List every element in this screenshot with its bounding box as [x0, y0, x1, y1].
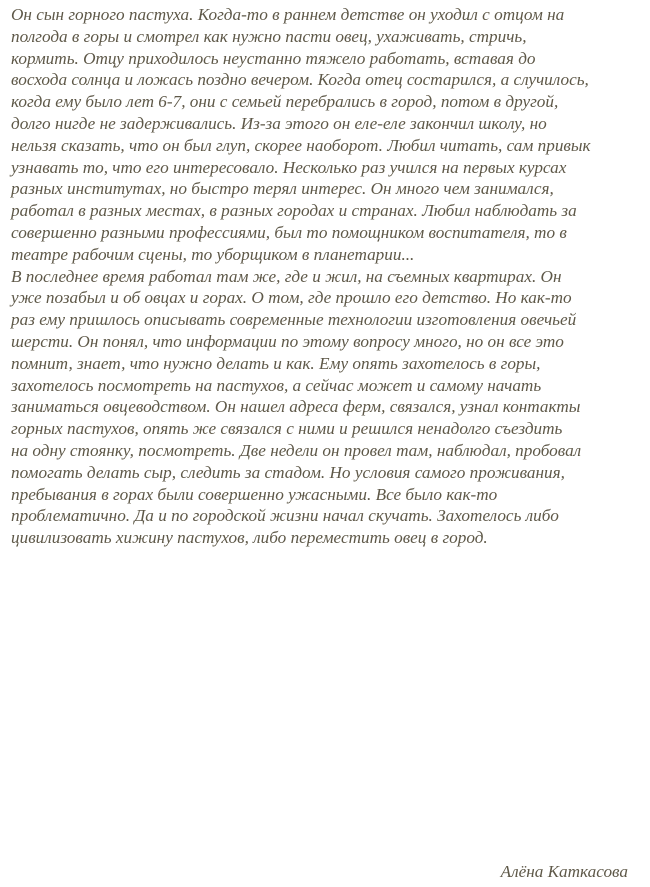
story-paragraph-1	[11, 4, 636, 266]
text-line: совершенно разными профессиями, был то помощником воспитателя, то в	[11, 222, 567, 242]
text-line: горных пастухов, опять же связался с ними и решился ненадолго съездить	[11, 419, 563, 439]
text-line: захотелось посмотреть на пастухов, а сейчас может и самому начать	[11, 375, 542, 395]
text-line: раз ему пришлось описывать современные технологии изготовления овечьей	[11, 310, 577, 330]
text-line: нельзя сказать, что он был глуп, скорее наоборот. Любил читать, сам привык	[11, 135, 591, 155]
text-line: цивилизовать хижину пастухов, либо переместить овец в город.	[11, 528, 488, 548]
text-line: заниматься овцеводством. Он нашел адреса ферм, связался, узнал контакты	[11, 397, 581, 417]
text-line: пребывания в горах были совершенно ужасными. Все было как-то	[11, 484, 498, 504]
text-line: шерсти. Он понял, что информации по этому вопросу много, но он все это	[11, 331, 564, 351]
text-line: театре рабочим сцены, то уборщиком в планетарии...	[11, 244, 415, 264]
author-signature: Алёна Каткасова	[500, 862, 628, 881]
text-line: на одну стоянку, посмотреть. Две недели он провел там, наблюдал, пробовал	[11, 440, 582, 460]
text-line: когда ему было лет 6-7, они с семьей перебрались в город, потом в другой,	[11, 92, 559, 112]
text-line: полгода в горы и смотрел как нужно пасти овец, ухаживать, стричь,	[11, 26, 527, 46]
text-line: узнавать то, что его интересовало. Несколько раз учился на первых курсах	[11, 157, 567, 177]
text-line: помогать делать сыр, следить за стадом. Но условия самого проживания,	[11, 462, 565, 482]
text-line: Он сын горного пастуха. Когда-то в раннем детстве он уходил с отцом на	[11, 5, 565, 24]
text-line: восхода солнца и ложась поздно вечером. Когда отец состарился, а случилось,	[11, 70, 589, 90]
text-line: помнит, знает, что нужно делать и как. Ему опять захотелось в горы,	[11, 353, 541, 373]
text-line: кормить. Отцу приходилось неустанно тяжело работать, вставая до	[11, 48, 536, 68]
text-line: уже позабыл и об овцах и горах. О том, где прошло его детство. Но как-то	[11, 288, 572, 308]
text-line: В последнее время работал там же, где и жил, на съемных квартирах. Он	[11, 266, 562, 286]
text-line: долго нигде не задерживались. Из-за этого он еле-еле закончил школу, но	[11, 113, 547, 133]
story-text	[11, 4, 636, 549]
text-line: проблематично. Да и по городской жизни начал скучать. Захотелось либо	[11, 506, 559, 526]
text-line: разных институтах, но быстро терял интерес. Он много чем занимался,	[11, 179, 554, 199]
text-line: работал в разных местах, в разных городах и странах. Любил наблюдать за	[11, 201, 577, 221]
story-paragraph-2	[11, 266, 636, 549]
